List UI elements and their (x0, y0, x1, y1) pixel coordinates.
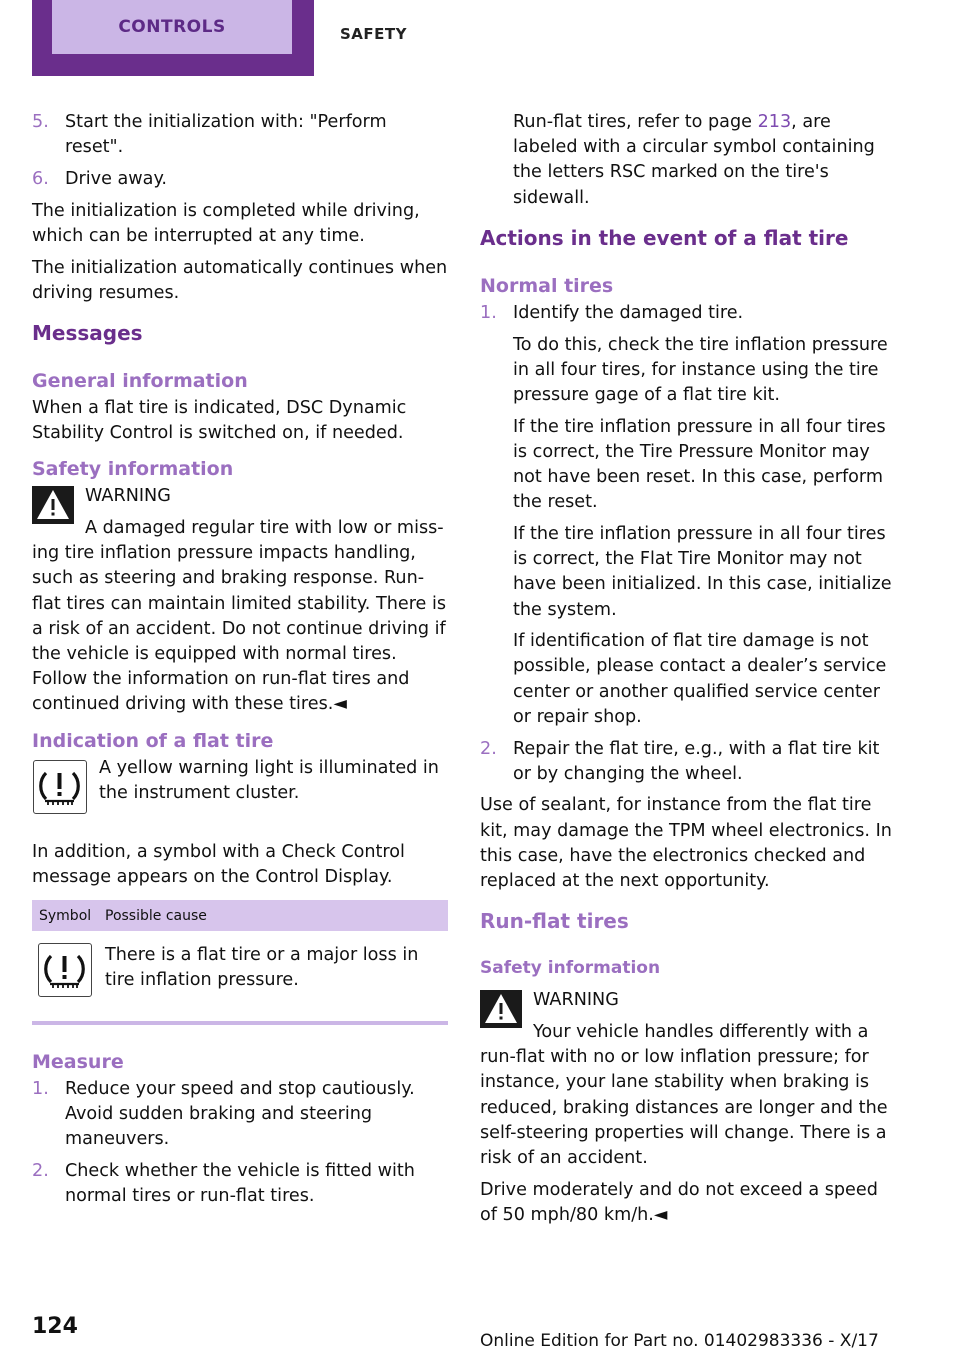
step-text: Drive away. (65, 168, 167, 189)
list-item (480, 301, 898, 730)
symbol-table (32, 900, 448, 1021)
heading-normal-tires: Normal tires (480, 274, 614, 297)
warning-text: ing tire inflation pressure impacts handling, such as steering and braking response. Run-flat tires can maintain limited stability. There is a risk of an accident. Do not continue driving if the vehicle is equipped with normal tires. Follow the information on run-flat tires and continued driving with these tires.◄ (32, 543, 447, 715)
warning-triangle-icon (480, 990, 522, 1028)
warning-block (480, 988, 898, 1171)
paragraph-completed: The initialization is completed while driving, which can be interrupted at any time. (32, 200, 420, 246)
step-number: 6. (32, 168, 49, 189)
step-number: 5. (32, 112, 49, 132)
heading-messages: Messages (32, 320, 143, 345)
step-paragraph: If the tire inflation pressure in all four tires is correct, the Tire Pressure Monitor may not have been reset. In this case, perform the reset. (513, 416, 886, 513)
page-number: 124 (32, 1314, 78, 1339)
heading-indication-flat-tire: Indication of a flat tire (32, 729, 274, 752)
normal-tires-steps (480, 301, 898, 787)
heading-safety-information-right: Safety information (480, 958, 661, 979)
list-item (32, 1159, 450, 1209)
flat-tire-warning-icon (33, 760, 87, 814)
list-item (32, 110, 450, 160)
table-header-symbol: Symbol (32, 900, 98, 931)
tab-safety[interactable]: SAFETY (340, 25, 407, 43)
heading-actions-flat-tire: Actions in the event of a flat tire (480, 225, 849, 250)
table-header-cause: Possible cause (98, 900, 448, 931)
warning-text: run-flat with no or low inflation pressure; for instance, your lane stability when braking is reduced, braking distances are longer and the self-steering properties will change. There is a risk of an accident. (480, 1047, 888, 1168)
step-text: Check whether the vehicle is fitted with normal tires or run-flat tires. (65, 1161, 415, 1207)
indication-text: A yellow warning light is illuminated in the instrument cluster. (99, 757, 439, 803)
measure-list (32, 1077, 450, 1210)
table-cell-symbol (32, 931, 98, 1021)
list-item (480, 737, 898, 787)
step-number: 2. (480, 738, 497, 759)
step-text: Reduce your speed and stop cautiously. Avoid sudden braking and steering maneuvers. (65, 1079, 415, 1150)
sealant-text: Use of sealant, for instance from the flat tire kit, may damage the TPM wheel electronics. In this case, have the electronics checked and replaced at the next opportunity. (480, 795, 892, 892)
warning-label: WARNING (533, 990, 619, 1011)
page-link-213[interactable]: 213 (757, 112, 792, 132)
list-item (32, 1077, 450, 1153)
warning-block (32, 484, 450, 717)
table-cell-cause: There is a flat tire or a major loss in tire inflation pressure. (105, 945, 419, 991)
runflat-text-post: , are labeled with a circular symbol containing the letters RSC marked on the tire's sidewall. (513, 112, 875, 208)
indicator-row (32, 756, 450, 840)
right-column (480, 110, 898, 1235)
left-column (32, 110, 450, 1216)
step-text: Start the initialization with: "Perform reset". (65, 112, 387, 158)
warning-text-first-line: Your vehicle handles differently with a (533, 1021, 869, 1042)
step-paragraph: If identification of flat tire damage is not possible, please contact a dealer’s service center or another qualified service center or repair shop. (513, 631, 887, 727)
step-text (513, 301, 898, 730)
step-text: Repair the flat tire, e.g., with a flat tire kit or by changing the wheel. (513, 738, 880, 784)
warning-label: WARNING (85, 486, 171, 507)
step-paragraph: Identify the damaged tire. (513, 302, 744, 323)
edition-footer: Online Edition for Part no. 01402983336 - X/17 (480, 1331, 879, 1351)
heading-safety-information: Safety information (32, 458, 234, 481)
drive-moderately-text: Drive moderately and do not exceed a speed of 50 mph/80 km/h.◄ (480, 1179, 878, 1225)
flat-tire-warning-icon (38, 943, 92, 997)
runflat-reference-text (480, 110, 898, 211)
tab-controls[interactable]: CONTROLS (52, 0, 292, 54)
heading-general-information: General information (32, 369, 248, 392)
paragraph-continues: The initialization automatically continues when driving resumes. (32, 257, 448, 303)
step-number: 1. (32, 1079, 49, 1100)
step-number: 1. (480, 302, 497, 323)
list-item (32, 167, 450, 192)
init-steps-list (32, 110, 450, 192)
heading-measure: Measure (32, 1051, 124, 1074)
warning-triangle-icon (32, 486, 74, 524)
table-row (32, 931, 448, 1021)
addition-text: In addition, a symbol with a Check Control message appears on the Control Display. (32, 841, 405, 887)
step-paragraph: To do this, check the tire inflation pressure in all four tires, for instance using the tire pressure gage of a flat tire kit. (513, 334, 888, 405)
step-paragraph: If the tire inflation pressure in all four tires is correct, the Flat Tire Monitor may not have been initialized. In this case, initialize the system. (513, 523, 892, 620)
table-bottom-rule (32, 1021, 448, 1025)
runflat-text-pre: Run-flat tires, refer to page (513, 112, 758, 132)
step-number: 2. (32, 1161, 49, 1182)
heading-run-flat-tires: Run-flat tires (480, 909, 629, 934)
general-info-text: When a flat tire is indicated, DSC Dynamic Stability Control is switched on, if needed. (32, 397, 407, 444)
warning-text-first-line: A damaged regular tire with low or miss- (85, 518, 444, 539)
